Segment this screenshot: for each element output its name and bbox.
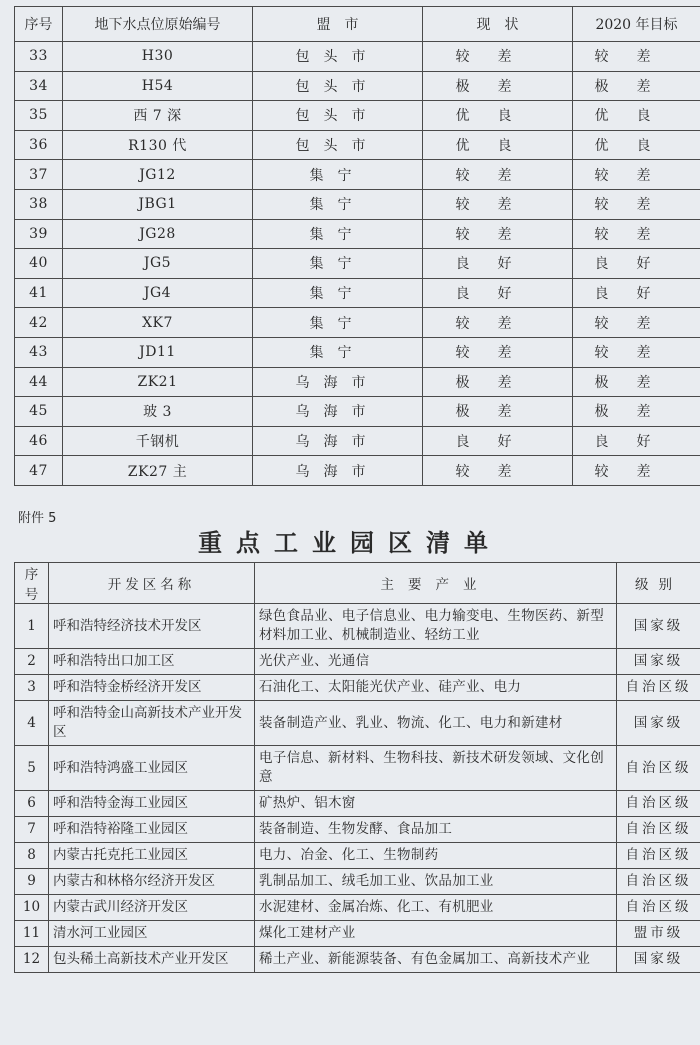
cell-code: JG12 [63,160,253,190]
cell-level: 自治区级 [617,817,700,843]
cell-no: 43 [15,337,63,367]
cell-city: 包头市 [253,71,423,101]
cell-status: 优良 [423,101,573,131]
cell-no: 4 [15,701,49,746]
header-status: 现 状 [423,7,573,42]
table-header-row [15,563,700,604]
cell-park-name: 内蒙古托克托工业园区 [49,843,255,869]
cell-target: 良好 [573,426,700,456]
table-row [15,456,700,486]
table-row [15,869,700,895]
cell-code: ZK21 [63,367,253,397]
cell-code: H54 [63,71,253,101]
cell-park-name: 呼和浩特鸿盛工业园区 [49,746,255,791]
page-title: 重点工业园区清单 [198,529,502,557]
header-no: 序号 [15,7,63,42]
cell-code: H30 [63,42,253,72]
cell-code: R130 代 [63,130,253,160]
cell-park-name: 内蒙古和林格尔经济开发区 [49,869,255,895]
cell-industry: 光伏产业、光通信 [255,649,617,675]
cell-city: 包头市 [253,42,423,72]
cell-target: 极差 [573,397,700,427]
cell-park-name: 呼和浩特金桥经济开发区 [49,675,255,701]
cell-no: 9 [15,869,49,895]
cell-code: XK7 [63,308,253,338]
cell-city: 集宁 [253,249,423,279]
table-row [15,308,700,338]
cell-industry: 绿色食品业、电子信息业、电力输变电、生物医药、新型材料加工业、机械制造业、轻纺工业 [255,604,617,649]
cell-target: 较差 [573,189,700,219]
cell-target: 良好 [573,278,700,308]
industrial-park-table [14,562,700,973]
cell-level: 自治区级 [617,869,700,895]
header-target: 2020 年目标 [573,7,700,42]
cell-level: 盟市级 [617,921,700,947]
cell-park-name: 呼和浩特金山高新技术产业开发区 [49,701,255,746]
header-name: 开发区名称 [49,563,255,604]
table-row [15,701,700,746]
table-row [15,746,700,791]
cell-status: 较差 [423,42,573,72]
cell-status: 较差 [423,337,573,367]
cell-no: 1 [15,604,49,649]
cell-code: 西 7 深 [63,101,253,131]
cell-no: 34 [15,71,63,101]
cell-park-name: 内蒙古武川经济开发区 [49,895,255,921]
table-header-row [15,7,700,42]
cell-level: 自治区级 [617,791,700,817]
table-row [15,649,700,675]
cell-no: 3 [15,675,49,701]
cell-city: 包头市 [253,101,423,131]
cell-code: JG28 [63,219,253,249]
table-row [15,249,700,279]
cell-level: 国家级 [617,947,700,973]
cell-level: 自治区级 [617,675,700,701]
cell-no: 41 [15,278,63,308]
cell-industry: 煤化工建材产业 [255,921,617,947]
cell-city: 集宁 [253,308,423,338]
cell-status: 良好 [423,278,573,308]
table-row [15,921,700,947]
table-row [15,675,700,701]
header-industry: 主要产业 [255,563,617,604]
cell-status: 良好 [423,249,573,279]
cell-level: 国家级 [617,701,700,746]
appendix-label: 附件 5 [18,511,57,526]
table-row [15,101,700,131]
table-row [15,42,700,72]
cell-no: 39 [15,219,63,249]
cell-city: 乌海市 [253,426,423,456]
cell-code: ZK27 主 [63,456,253,486]
table-row [15,337,700,367]
cell-no: 37 [15,160,63,190]
cell-code: JBG1 [63,189,253,219]
cell-industry: 石油化工、太阳能光伏产业、硅产业、电力 [255,675,617,701]
cell-target: 优良 [573,130,700,160]
cell-target: 良好 [573,249,700,279]
cell-no: 11 [15,921,49,947]
cell-industry: 水泥建材、金属冶炼、化工、有机肥业 [255,895,617,921]
cell-status: 较差 [423,160,573,190]
header-code: 地下水点位原始编号 [63,7,253,42]
cell-park-name: 呼和浩特裕隆工业园区 [49,817,255,843]
cell-city: 乌海市 [253,397,423,427]
cell-industry: 装备制造产业、乳业、物流、化工、电力和新建材 [255,701,617,746]
cell-park-name: 清水河工业园区 [49,921,255,947]
cell-no: 10 [15,895,49,921]
cell-city: 集宁 [253,337,423,367]
cell-target: 较差 [573,160,700,190]
cell-no: 6 [15,791,49,817]
cell-no: 44 [15,367,63,397]
cell-no: 2 [15,649,49,675]
table-row [15,895,700,921]
cell-status: 较差 [423,219,573,249]
cell-no: 36 [15,130,63,160]
header-city: 盟 市 [253,7,423,42]
cell-status: 极差 [423,71,573,101]
cell-industry: 电子信息、新材料、生物科技、新技术研发领域、文化创意 [255,746,617,791]
cell-target: 极差 [573,367,700,397]
groundwater-table [14,6,700,486]
cell-industry: 电力、冶金、化工、生物制药 [255,843,617,869]
cell-city: 包头市 [253,130,423,160]
cell-level: 自治区级 [617,746,700,791]
cell-status: 较差 [423,456,573,486]
table-row [15,71,700,101]
cell-park-name: 包头稀土高新技术产业开发区 [49,947,255,973]
table-row [15,278,700,308]
cell-city: 集宁 [253,160,423,190]
cell-no: 47 [15,456,63,486]
cell-target: 极差 [573,71,700,101]
table-row [15,130,700,160]
table-row [15,791,700,817]
cell-code: JG5 [63,249,253,279]
table-row [15,219,700,249]
table-row [15,189,700,219]
cell-park-name: 呼和浩特经济技术开发区 [49,604,255,649]
cell-status: 良好 [423,426,573,456]
cell-city: 集宁 [253,219,423,249]
table-row [15,426,700,456]
cell-city: 乌海市 [253,456,423,486]
cell-status: 优良 [423,130,573,160]
cell-no: 12 [15,947,49,973]
cell-no: 33 [15,42,63,72]
cell-industry: 装备制造、生物发酵、食品加工 [255,817,617,843]
cell-target: 较差 [573,308,700,338]
cell-no: 46 [15,426,63,456]
cell-status: 极差 [423,367,573,397]
table-row [15,160,700,190]
cell-industry: 稀土产业、新能源装备、有色金属加工、高新技术产业 [255,947,617,973]
cell-target: 较差 [573,42,700,72]
cell-no: 35 [15,101,63,131]
cell-city: 乌海市 [253,367,423,397]
cell-target: 较差 [573,337,700,367]
cell-industry: 乳制品加工、绒毛加工业、饮品加工业 [255,869,617,895]
table-row [15,604,700,649]
cell-target: 较差 [573,456,700,486]
cell-code: 玻 3 [63,397,253,427]
cell-city: 集宁 [253,278,423,308]
cell-city: 集宁 [253,189,423,219]
cell-industry: 矿热炉、铝木窗 [255,791,617,817]
header-level: 级别 [617,563,700,604]
cell-code: JG4 [63,278,253,308]
table-row [15,817,700,843]
cell-target: 优良 [573,101,700,131]
cell-status: 较差 [423,308,573,338]
cell-status: 极差 [423,397,573,427]
cell-no: 8 [15,843,49,869]
cell-code: 千钢机 [63,426,253,456]
cell-level: 国家级 [617,604,700,649]
cell-level: 自治区级 [617,895,700,921]
cell-target: 较差 [573,219,700,249]
cell-status: 较差 [423,189,573,219]
table-row [15,397,700,427]
cell-code: JD11 [63,337,253,367]
table-row [15,947,700,973]
cell-park-name: 呼和浩特金海工业园区 [49,791,255,817]
cell-no: 45 [15,397,63,427]
cell-no: 42 [15,308,63,338]
table-row [15,367,700,397]
cell-no: 38 [15,189,63,219]
table-row [15,843,700,869]
cell-no: 5 [15,746,49,791]
cell-no: 40 [15,249,63,279]
cell-level: 自治区级 [617,843,700,869]
header-no: 序号 [15,563,49,604]
cell-level: 国家级 [617,649,700,675]
cell-park-name: 呼和浩特出口加工区 [49,649,255,675]
cell-no: 7 [15,817,49,843]
